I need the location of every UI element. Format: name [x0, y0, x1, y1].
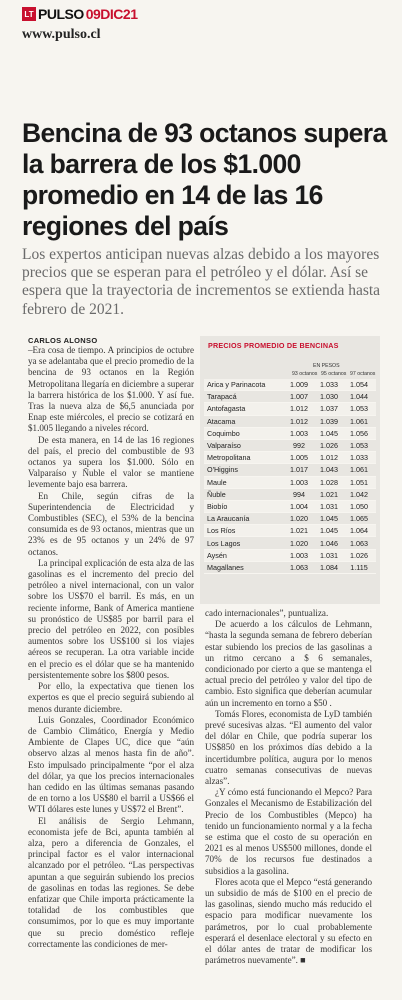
price-95: 1.033 — [320, 380, 338, 390]
price-97: 1.056 — [350, 428, 368, 438]
region-name: Antofagasta — [207, 404, 246, 414]
table-row — [204, 428, 376, 440]
paragraph: ¿Y cómo está funcionando el Mepco? Para Gonzales el Mecanismo de Estabilización del Precio de los Combustibles (Mepco) ha tenido un funcionamiento normal y a la fecha se estima que el costo de su operación en 2021 es al menos US$500 millones, donde el 70% de los recursos fue destinados a subsidios a la gasolina. — [205, 787, 372, 876]
masthead — [22, 6, 138, 22]
price-93: 1.012 — [290, 416, 308, 426]
website-url[interactable]: www.pulso.cl — [22, 27, 101, 42]
region-name: Aysén — [207, 550, 227, 560]
region-name: Los Lagos — [207, 538, 241, 548]
price-93: 1.020 — [290, 538, 308, 548]
article-headline: Bencina de 93 octanos supera la barrera de los $1.000 promedio en 14 de las 16 regiones del país — [22, 118, 387, 241]
price-93: 1.004 — [290, 501, 308, 511]
price-97: 1.053 — [350, 404, 368, 414]
price-97: 1.053 — [350, 441, 368, 451]
price-97: 1.054 — [350, 380, 368, 390]
paragraph: –Era cosa de tiempo. A principios de octubre ya se adelantaba que el precio promedio de la bencina de 93 octanos en la Región Metropolitana llegaría en diciembre a superar la barrera histórica de los $1.000. Y así fue. Tras la nueva alza de $6,5 anunciada por Enap este miércoles, el precio se cotizará en $1.005 llegando a niveles récord. — [28, 345, 194, 434]
region-name: Coquimbo — [207, 428, 240, 438]
region-name: Ñuble — [207, 489, 226, 499]
table-row — [204, 489, 376, 501]
price-95: 1.045 — [320, 428, 338, 438]
table-row — [204, 452, 376, 464]
price-95: 1.037 — [320, 404, 338, 414]
table-row — [204, 477, 376, 489]
column-header-97: 97 octanos — [350, 371, 376, 377]
table-row — [204, 440, 376, 452]
region-name: Valparaíso — [207, 441, 241, 451]
price-93: 1.007 — [290, 392, 308, 402]
region-name: Metropolitana — [207, 453, 251, 463]
price-93: 1.009 — [290, 380, 308, 390]
price-95: 1.045 — [320, 526, 338, 536]
region-name: Arica y Parinacota — [207, 380, 266, 390]
table-row — [204, 537, 376, 549]
price-97: 1.042 — [350, 489, 368, 499]
column-header-95: 95 octanos — [321, 371, 347, 377]
table-row — [204, 525, 376, 537]
table-row — [204, 403, 376, 415]
price-95: 1.043 — [320, 465, 338, 475]
paragraph: De acuerdo a los cálculos de Lehmann, “hasta la segunda semana de febrero deberían estar subiendo los precios de las gasolinas a un ritmo cercano a $ 6 semanales, condicionado por cierto a que se mantenga el actual precio del petróleo y valor del tipo de cambio. Esto significa que deberían acumular aún un incremento en torno a $50 . — [205, 619, 372, 708]
table-row — [204, 379, 376, 391]
table-row — [204, 550, 376, 562]
price-97: 1.051 — [350, 477, 368, 487]
price-95: 1.030 — [320, 392, 338, 402]
region-name: Tarapacá — [207, 392, 237, 402]
price-97: 1.033 — [350, 453, 368, 463]
price-95: 1.039 — [320, 416, 338, 426]
price-95: 1.012 — [320, 453, 338, 463]
price-93: 1.003 — [290, 477, 308, 487]
brand-name: PULSO — [38, 6, 84, 22]
price-95: 1.084 — [320, 562, 338, 572]
region-name: Los Ríos — [207, 526, 236, 536]
paragraph: Luis Gonzales, Coordinador Económico de Cambio Climático, Energía y Medio Ambiente de Clapes UC, dice que “aún observo alzas al menos hasta fin de año”. Esto impulsado principalmente “por el alza del dólar, ya que los precios internacionales han cedido en las últimas semanas pasando de en torno a los US$80 el barril a US$66 el WTI dólares este lunes y US$72 el Brent”. — [28, 714, 194, 815]
table-row — [204, 464, 376, 476]
price-97: 1.115 — [350, 562, 368, 572]
table-row — [204, 501, 376, 513]
price-93: 1.020 — [290, 514, 308, 524]
price-93: 1.003 — [290, 550, 308, 560]
price-93: 1.012 — [290, 404, 308, 414]
price-93: 1.003 — [290, 428, 308, 438]
price-93: 1.005 — [290, 453, 308, 463]
region-name: La Araucanía — [207, 514, 250, 524]
table-row — [204, 416, 376, 428]
price-97: 1.061 — [350, 416, 368, 426]
newspaper-logo-icon: LT — [22, 7, 36, 21]
price-93: 1.017 — [290, 465, 308, 475]
article-byline: CARLOS ALONSO — [28, 336, 98, 345]
price-97: 1.026 — [350, 550, 368, 560]
table-title: PRECIOS PROMEDIO DE BENCINAS — [208, 341, 339, 350]
region-name: Atacama — [207, 416, 236, 426]
table-row — [204, 391, 376, 403]
price-93: 1.063 — [290, 562, 308, 572]
paragraph: Por ello, la expectativa que tienen los expertos es que el precio seguirá subiendo al menos durante diciembre. — [28, 681, 194, 714]
price-95: 1.045 — [320, 514, 338, 524]
price-95: 1.028 — [320, 477, 338, 487]
paragraph: La principal explicación de esta alza de las gasolinas es el incremento del precio del petróleo a nivel internacional, con un valor sobre los US$70 el barril. Es más, en un reciente informe, Bank of America mantiene su pronóstico de US$85 por barril para el precio del petróleo en 2022, con posibles aumentos sobre los US$100 si los viajes aéreos se recuperan. La otra variable incide en el precio es el dólar que se ha mantenido persistentemente sobre los $800 pesos. — [28, 557, 194, 680]
paragraph: De esta manera, en 14 de las 16 regiones del país, el precio del combustible de 93 octanos ya supera los $1.000. Sólo en Valparaíso y Ñuble el valor se mantiene levemente bajo esa barrera. — [28, 434, 194, 490]
price-97: 1.044 — [350, 392, 368, 402]
region-name: Maule — [207, 477, 227, 487]
region-name: Biobío — [207, 501, 228, 511]
price-97: 1.065 — [350, 514, 368, 524]
paragraph: cado internacionales”, puntualiza. — [205, 608, 329, 618]
price-97: 1.050 — [350, 501, 368, 511]
issue-date: 09DIC21 — [85, 6, 138, 22]
price-95: 1.046 — [320, 538, 338, 548]
article-column-right — [205, 608, 372, 967]
price-95: 1.021 — [320, 489, 338, 499]
price-97: 1.061 — [350, 465, 368, 475]
price-97: 1.063 — [350, 538, 368, 548]
region-name: Magallanes — [207, 562, 244, 572]
article-lead: Los expertos anticipan nuevas alzas debido a los mayores precios que se esperan para el petróleo y el dólar. Así se espera que la trayectoria de incrementos se extienda hasta febrero de 2021. — [22, 246, 381, 318]
column-header-93: 93 octanos — [292, 371, 318, 377]
price-93: 992 — [293, 441, 305, 451]
table-unit: EN PESOS — [313, 363, 340, 369]
price-95: 1.031 — [320, 550, 338, 560]
article-column-left — [28, 345, 194, 950]
paragraph: Tomás Flores, economista de LyD también prevé sucesivas alzas. “El aumento del valor del dólar en Chile, que podría superar los US$850 en los próximos días debido a la incertidumbre política, augura por lo menos cuatro semanas consecutivas de nuevas alzas”. — [205, 708, 372, 787]
price-95: 1.026 — [320, 441, 338, 451]
table-row — [204, 513, 376, 525]
price-97: 1.064 — [350, 526, 368, 536]
price-93: 994 — [293, 489, 305, 499]
fuel-price-table — [200, 336, 380, 604]
table-body — [204, 379, 376, 574]
price-95: 1.031 — [320, 501, 338, 511]
paragraph: En Chile, según cifras de la Superintendencia de Electricidad y Combustibles (SEC), el 53% de la bencina consumida es de 93 octanos, mientras que un 23% es de 95 octanos y un 24% de 97 octanos. — [28, 490, 194, 557]
price-93: 1.021 — [290, 526, 308, 536]
region-name: O'Higgins — [207, 465, 238, 475]
table-row — [204, 562, 376, 574]
paragraph: El análisis de Sergio Lehmann, economista jefe de Bci, apunta también al alza, pero a diferencia de Gonzales, el principal factor es el valor internacional alcanzado por el petróleo. “Las perspectivas apuntan a que seguirán subiendo los precios de gasolinas en todas las regiones. Se debe enfatizar que Chile importa prácticamente la totalidad de los combustibles que consumimos, por lo que es muy importante que su precio doméstico refleje correctamente las condiciones de mer- — [28, 815, 194, 949]
paragraph: Flores acota que el Mepco “está generando un subsidio de más de $100 en el precio de las gasolinas, siendo mucho más reducido el espacio para modificar nuevamente los parámetros, por lo cual probablemente esperará el desenlace electoral y su efecto en el dólar antes de tratar de modificar los parámetros nuevamente”. ■ — [205, 876, 372, 966]
